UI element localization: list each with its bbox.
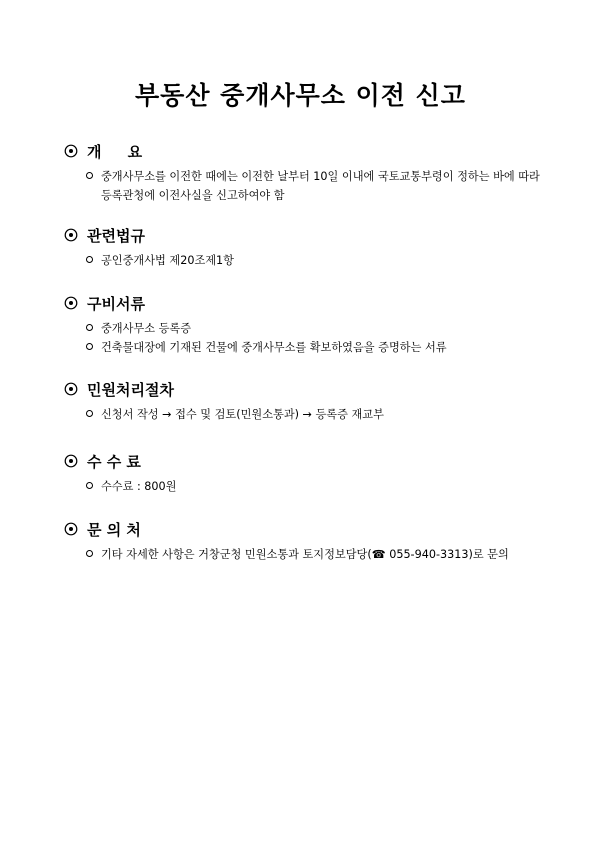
- circle-dot-bullet-icon: [64, 522, 78, 536]
- section-heading-text: 개 요: [87, 142, 143, 161]
- section-fee: [64, 450, 544, 496]
- list-item: [86, 251, 544, 270]
- section-required-documents: [64, 292, 544, 357]
- list-item-text: 공인중개사법 제20조제1항: [101, 254, 234, 267]
- page-title: 부동산 중개사무소 이전 신고: [135, 81, 466, 110]
- circle-dot-bullet-icon: [64, 296, 78, 310]
- section-items: [64, 319, 544, 357]
- section-overview: [64, 140, 544, 205]
- section-heading: [64, 378, 544, 400]
- list-item-text: 건축물대장에 기재된 건물에 중개사무소를 확보하였음을 증명하는 서류: [101, 341, 447, 354]
- section-items: [64, 167, 544, 205]
- section-heading: [64, 292, 544, 314]
- section-heading-text: 민원처리절차: [87, 380, 174, 399]
- ring-bullet-icon: [86, 324, 93, 331]
- circle-dot-bullet-icon: [64, 144, 78, 158]
- list-item: [86, 338, 544, 357]
- section-heading-text: 수 수 료: [87, 452, 141, 471]
- list-item-text: 신청서 작성 → 접수 및 검토(민원소통과) → 등록증 재교부: [101, 408, 384, 421]
- section-heading-text: 관련법규: [87, 226, 145, 245]
- section-heading-text: 문 의 처: [87, 520, 141, 539]
- circle-dot-bullet-icon: [64, 454, 78, 468]
- ring-bullet-icon: [86, 550, 93, 557]
- section-related-law: [64, 224, 544, 270]
- section-items: [64, 545, 544, 564]
- list-item-text: 중개사무소를 이전한 때에는 이전한 날부터 10일 이내에 국토교통부령이 정하는 바에 따라 등록관청에 이전사실을 신고하여야 함: [101, 170, 540, 202]
- list-item-text: 수수료 : 800원: [101, 480, 177, 493]
- section-heading-text: 구비서류: [87, 294, 145, 313]
- section-items: [64, 477, 544, 496]
- list-item: [86, 319, 544, 338]
- list-item-text: 기타 자세한 사항은 거창군청 민원소통과 토지정보담당(☎ 055-940-3313)로 문의: [101, 548, 509, 561]
- section-items: [64, 251, 544, 270]
- section-heading: [64, 450, 544, 472]
- section-items: [64, 405, 544, 424]
- ring-bullet-icon: [86, 343, 93, 350]
- list-item-text: 중개사무소 등록증: [101, 322, 192, 335]
- list-item: [86, 545, 544, 564]
- section-heading: [64, 224, 544, 246]
- section-inquiry: [64, 518, 544, 564]
- list-item: [86, 477, 544, 496]
- section-heading: [64, 518, 544, 540]
- circle-dot-bullet-icon: [64, 382, 78, 396]
- ring-bullet-icon: [86, 172, 93, 179]
- list-item: [86, 405, 544, 424]
- section-processing-procedure: [64, 378, 544, 424]
- ring-bullet-icon: [86, 410, 93, 417]
- section-heading: [64, 140, 544, 162]
- list-item: [86, 167, 544, 205]
- ring-bullet-icon: [86, 256, 93, 263]
- circle-dot-bullet-icon: [64, 228, 78, 242]
- ring-bullet-icon: [86, 482, 93, 489]
